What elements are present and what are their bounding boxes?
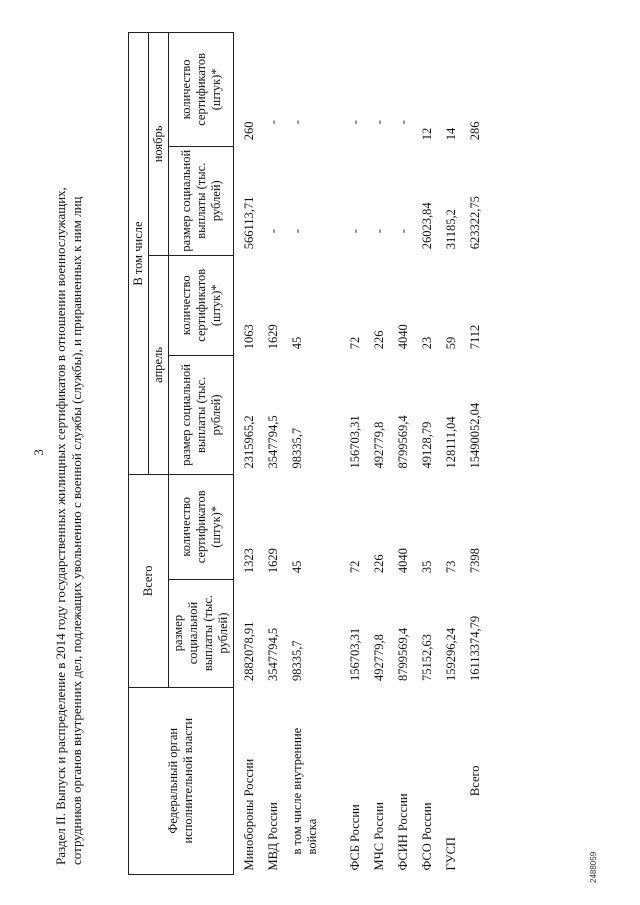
cell-total-count: 1629 — [266, 548, 280, 574]
table-row-fsb — [348, 33, 372, 875]
cell-total-amount: 492779,8 — [372, 634, 386, 682]
cell-total-amount: 159296,24 — [444, 627, 458, 682]
cell-november-amount: 26023,84 — [420, 202, 434, 250]
cell-november-count: - — [396, 120, 410, 125]
cell-total-amount: 2882078,91 — [242, 621, 256, 682]
cell-november-amount: 566113,71 — [242, 196, 256, 250]
cell-total-amount: 3547794,5 — [266, 627, 280, 682]
cell-april-amount: 128111,04 — [444, 416, 458, 469]
cell-april-amount: 492779,8 — [372, 421, 386, 469]
cell-total-amount: 156703,31 — [348, 627, 362, 682]
cell-april-amount: 2315965,2 — [242, 415, 256, 469]
header-agency: Федеральный орган исполнительной власти — [129, 687, 234, 874]
cell-april-count: 1063 — [242, 324, 256, 350]
cell-april-count: 23 — [420, 336, 434, 350]
header-including: В том числе — [129, 33, 149, 475]
cell-november-count: 14 — [444, 127, 458, 141]
cell-total-count: 45 — [290, 560, 304, 574]
cell-november-count: 286 — [468, 121, 482, 141]
table-row-internal-troops — [290, 33, 348, 875]
cell-november-amount: 623322,75 — [468, 196, 482, 250]
header-april: апрель — [149, 255, 169, 474]
header-april-amount: размер социальной выплаты (тыс. рублей) — [169, 355, 234, 474]
cell-total-count: 35 — [420, 560, 434, 574]
cell-total-count: 7398 — [468, 548, 482, 574]
table-row-mchs — [372, 33, 396, 875]
cell-november-amount: - — [266, 229, 280, 234]
heading-line-2: сотрудников органов внутренних дел, подлежащих увольнению с военной службы (службы), и приравненных к ним лиц — [69, 196, 84, 865]
cell-april-count: 1629 — [266, 324, 280, 350]
cell-total-count: 73 — [444, 560, 458, 574]
table-row-fso — [420, 33, 444, 875]
cell-april-amount: 49128,79 — [420, 421, 434, 469]
row-label: МВД России — [266, 802, 280, 871]
row-label: Всего — [468, 765, 482, 797]
cell-april-amount: 3547794,5 — [266, 415, 280, 469]
cell-total-amount: 98335,7 — [290, 640, 304, 682]
cell-total-amount: 75152,63 — [420, 634, 434, 682]
cell-april-count: 59 — [444, 336, 458, 350]
cell-april-amount: 8799569,4 — [396, 415, 410, 469]
cell-total-count: 226 — [372, 554, 386, 574]
cell-total-amount: 16113374,79 — [468, 615, 482, 682]
row-label: в том числе внутренние войска — [290, 727, 319, 855]
cell-total-count: 72 — [348, 560, 362, 574]
header-november-count: количество сертификатов (штук)* — [169, 33, 234, 147]
cell-april-count: 45 — [290, 336, 304, 350]
cell-april-count: 7112 — [468, 324, 482, 350]
row-label: МЧС России — [372, 802, 386, 871]
cell-april-count: 4040 — [396, 324, 410, 350]
header-total-count: количество сертификатов (штук)* — [169, 475, 234, 580]
table-row-fsin — [396, 33, 420, 875]
row-label: Минобороны России — [242, 758, 256, 871]
cell-november-count: 12 — [420, 127, 434, 141]
header-total-amount: размер социальной выплаты (тыс. рублей) — [169, 579, 234, 687]
certificates-table — [128, 32, 492, 875]
cell-november-count: - — [266, 120, 280, 125]
cell-november-count: - — [348, 120, 362, 125]
cell-april-amount: 156703,31 — [348, 415, 362, 469]
cell-april-count: 72 — [348, 336, 362, 350]
cell-november-count: - — [372, 120, 386, 125]
row-label: ФСО России — [420, 802, 434, 871]
header-total: Всего — [129, 475, 169, 687]
cell-total-count: 4040 — [396, 548, 410, 574]
row-label: ГУСП — [444, 837, 458, 871]
row-label: ФСБ России — [348, 804, 362, 871]
cell-november-amount: - — [290, 229, 304, 234]
cell-april-amount: 98335,7 — [290, 427, 304, 469]
cell-november-count: - — [290, 120, 304, 125]
table-row-mvd — [266, 33, 290, 875]
document-stamp-number: 2488059 — [589, 851, 598, 883]
section-heading — [53, 35, 85, 865]
header-november: ноябрь — [149, 33, 169, 256]
cell-total-amount: 8799569,4 — [396, 627, 410, 682]
table-row-mod — [234, 33, 267, 875]
cell-november-count: 260 — [242, 121, 256, 141]
cell-november-amount: - — [396, 229, 410, 234]
row-label: ФСИН России — [396, 793, 410, 871]
cell-april-amount: 15490052,04 — [468, 402, 482, 469]
rotated-page — [25, 30, 620, 883]
header-november-amount: размер социальной выплаты (тыс. рублей) — [169, 146, 234, 255]
cell-november-amount: - — [372, 229, 386, 234]
table-row-gusp — [444, 33, 468, 875]
cell-april-count: 226 — [372, 330, 386, 350]
page-number: 3 — [31, 449, 46, 456]
table-row-total — [468, 33, 492, 875]
header-april-count: количество сертификатов (штук)* — [169, 255, 234, 355]
cell-total-count: 1323 — [242, 548, 256, 574]
cell-november-amount: - — [348, 229, 362, 234]
cell-november-amount: 31185,2 — [444, 209, 458, 250]
heading-line-1: Раздел II. Выпуск и распределение в 2014 году государственных жилищных сертификатов в отношении военнослужащих, — [53, 187, 68, 865]
